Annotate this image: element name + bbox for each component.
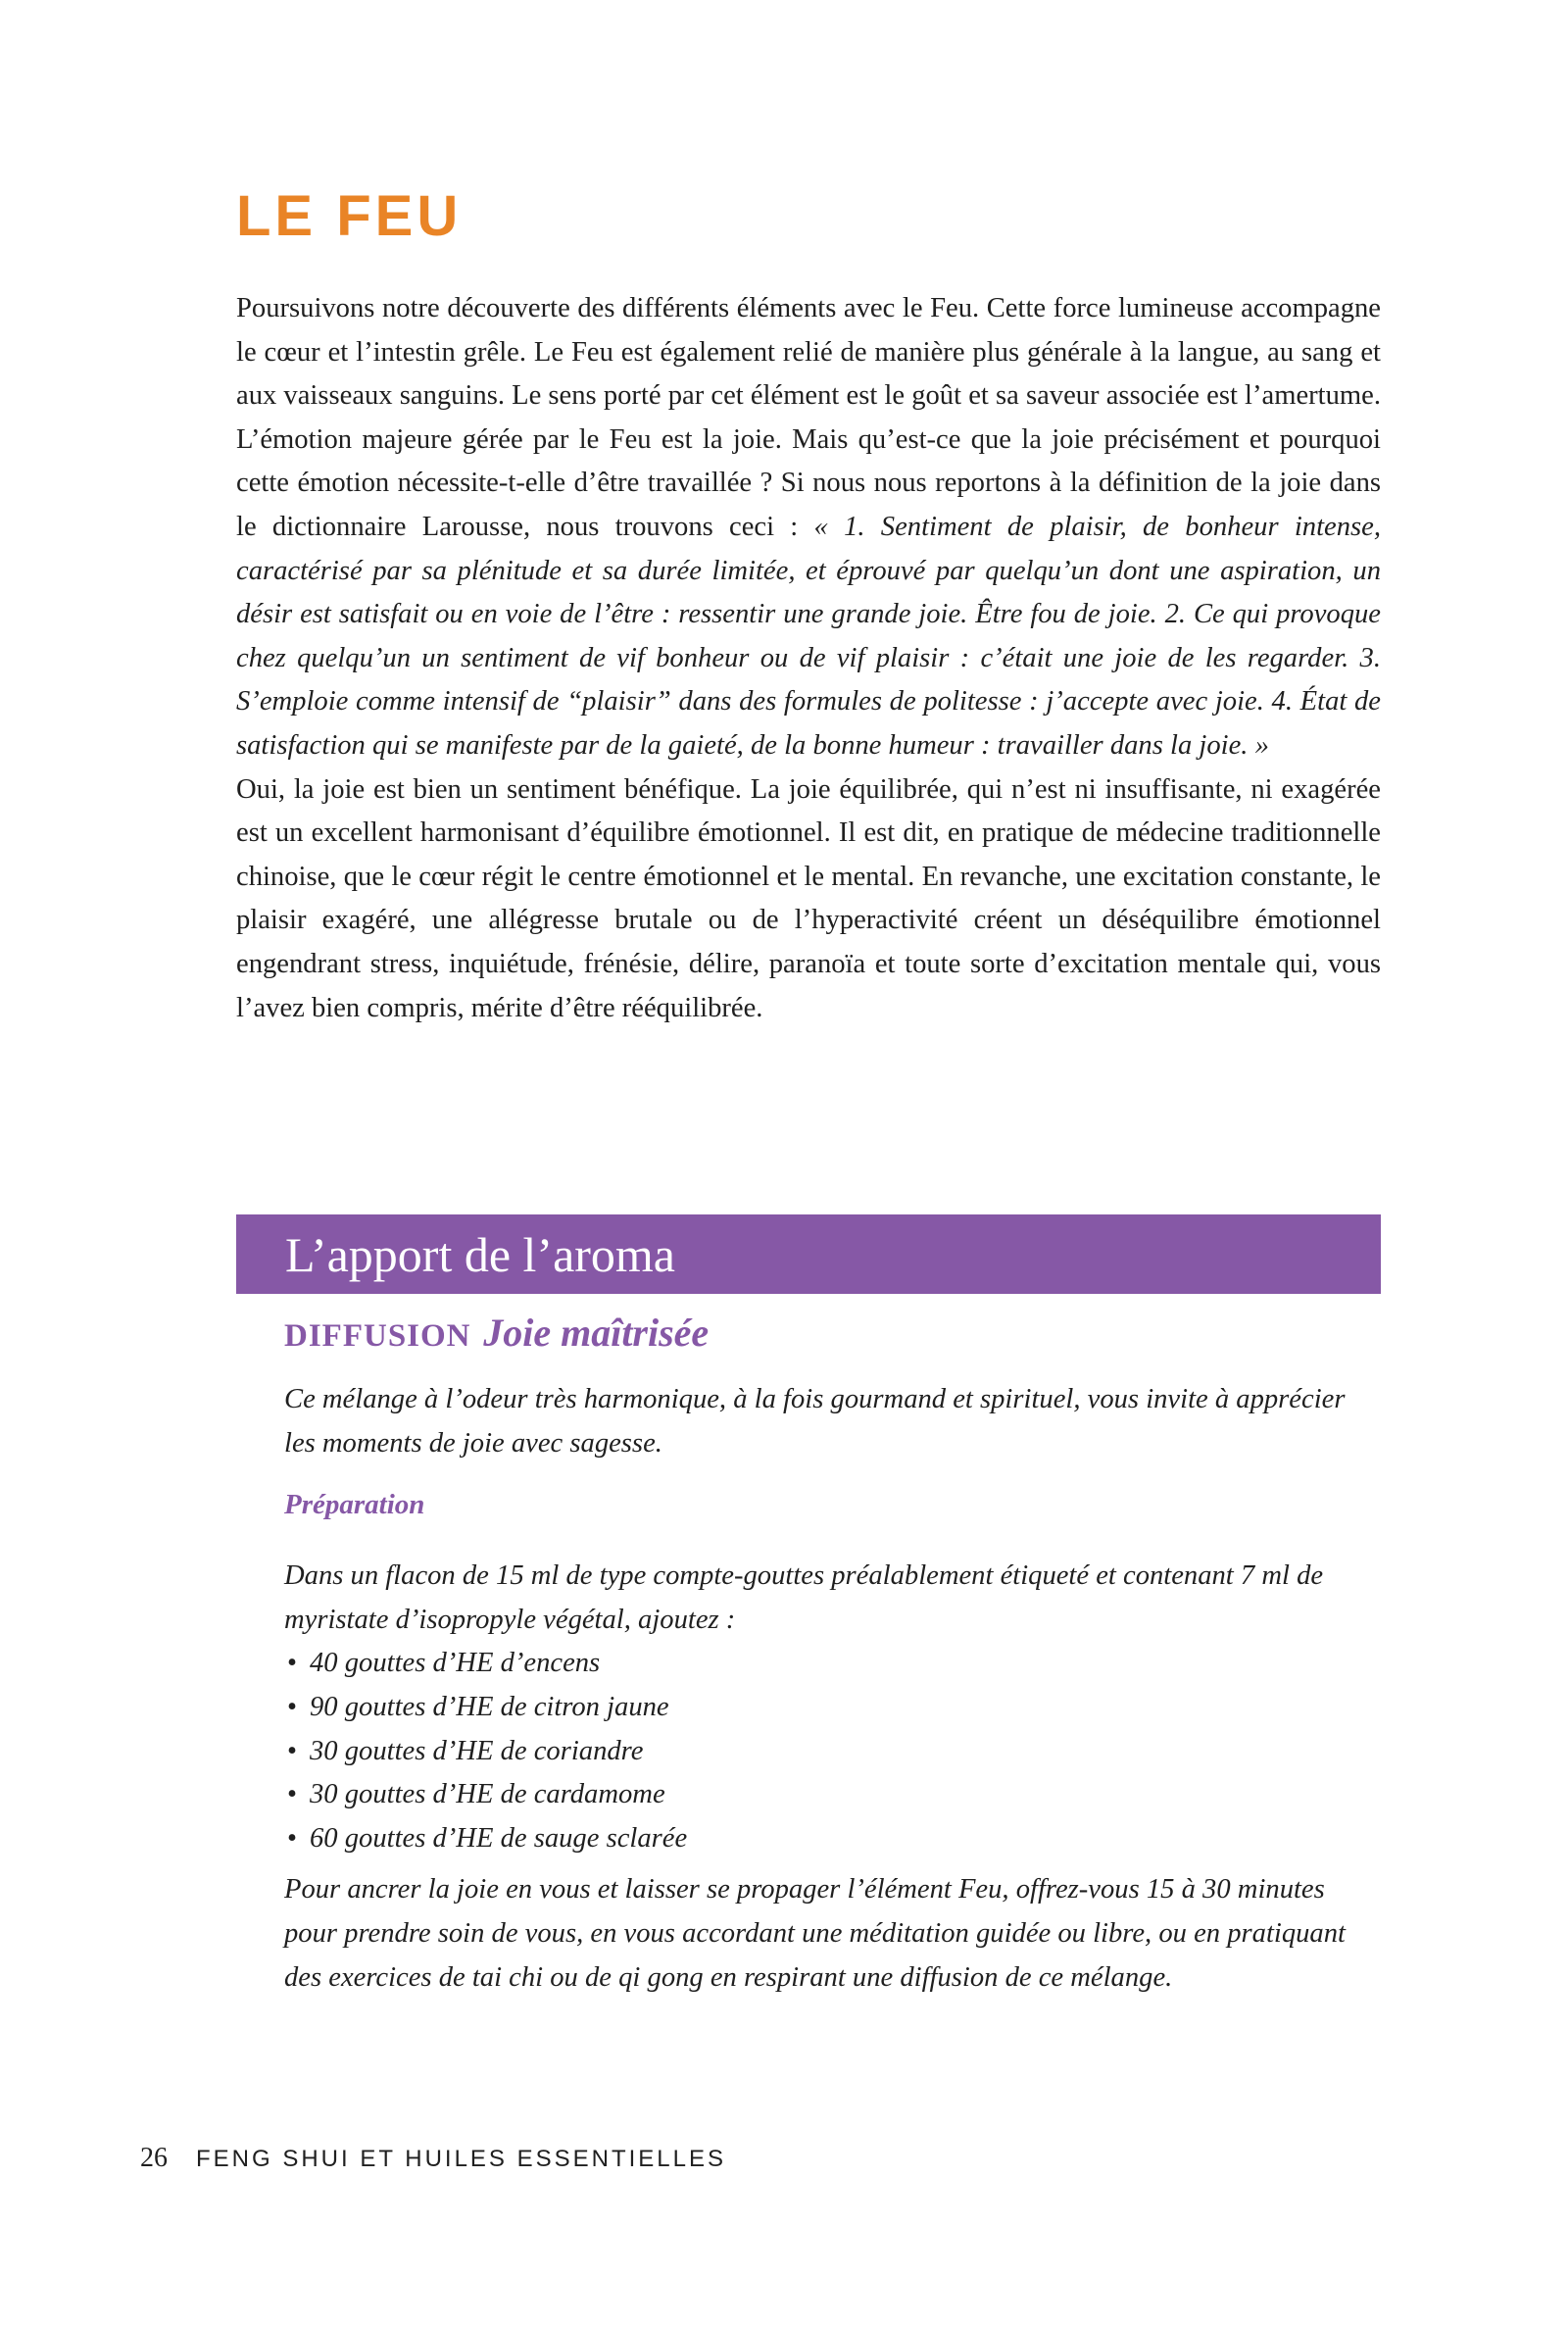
list-item [284,1817,1362,1861]
intro-text [236,287,1381,1030]
bullet-icon: • [287,1779,298,1810]
list-item [284,1642,1362,1686]
ingredient-list [284,1642,1362,1860]
page-footer [140,2145,726,2172]
section-heading: L’apport de l’aroma [285,1227,675,1282]
intro-paragraph-2: Oui, la joie est bien un sentiment bénéfique. La joie équilibrée, qui n’est ni insuffisante, ni exagérée est un excellent harmonisant d’équilibre émotionnel. Il est dit, en pratique de médecine traditionnelle chinoise, que le cœur régit le centre émotionnel et le mental. En revanche, une excitation constante, le plaisir exagéré, une allégresse brutale ou de l’hyperactivité créent un déséquilibre émotionnel engendrant stress, inquiétude, frénésie, délire, paranoïa et toute sorte d’excitation mentale qui, vous l’avez bien compris, mérite d’être rééquilibrée. [236,773,1381,1023]
page-number: 26 [140,2143,168,2173]
list-item [284,1686,1362,1730]
closing-paragraph: Pour ancrer la joie en vous et laisser se propager l’élément Feu, offrez-vous 15 à 30 minutes pour prendre soin de vous, en vous accordant une méditation guidée ou libre, ou en pratiquant des exercices de tai chi ou de qi gong en respirant une diffusion de ce mélange. [284,1874,1346,1993]
running-title: FENG SHUI ET HUILES ESSENTIELLES [196,2146,727,2172]
intro-paragraph-1-text: Poursuivons notre découverte des différents éléments avec le Feu. Cette force lumineuse accompagne le cœur et l’intestin grêle. Le Feu est également relié de manière plus générale à la langue, au sang et aux vaisseaux sanguins. Le sens porté par cet élément est le goût et sa saveur associée est l’amertume. L’émotion majeure gérée par le Feu est la joie. Mais qu’est-ce que la joie précisément et pourquoi cette émotion nécessite-t-elle d’être travaillée ? Si nous nous reportons à la définition de la joie dans le dictionnaire Larousse, nous trouvons ceci : [236,293,1381,542]
ingredient-text: 60 gouttes d’HE de sauge sclarée [310,1822,688,1854]
bullet-icon: • [287,1735,298,1766]
ingredient-text: 30 gouttes d’HE de cardamome [310,1779,665,1810]
recipe-description: Ce mélange à l’odeur très harmonique, à la fois gourmand et spirituel, vous invite à apprécier les moments de joie avec sagesse. [284,1384,1346,1459]
bullet-icon: • [287,1822,298,1854]
recipe-heading [284,1310,1362,1357]
list-item [284,1730,1362,1774]
preparation-label: Préparation [284,1489,425,1521]
preparation-intro: Dans un flacon de 15 ml de type compte-gouttes préalablement étiqueté et contenant 7 ml de myristate d’isopropyle végétal, ajoutez : [284,1560,1324,1635]
section-banner [236,1214,1381,1294]
intro-paragraph-1 [236,287,1381,768]
bullet-icon: • [287,1648,298,1679]
ingredient-text: 30 gouttes d’HE de coriandre [310,1735,644,1766]
recipe-name: Joie maîtrisée [483,1311,710,1355]
diffusion-label: DIFFUSION [284,1318,471,1354]
ingredient-text: 90 gouttes d’HE de citron jaune [310,1691,669,1722]
ingredient-text: 40 gouttes d’HE d’encens [310,1648,601,1679]
bullet-icon: • [287,1691,298,1722]
list-item [284,1773,1362,1817]
chapter-title: LE FEU [236,184,463,248]
aroma-recipe [284,1310,1362,2000]
larousse-quote: « 1. Sentiment de plaisir, de bonheur intense, caractérisé par sa plénitude et sa durée limitée, et éprouvé par quelqu’un dont une aspiration, un désir est satisfait ou en voie de l’être : ressentir une grande joie. Être fou de joie. 2. Ce qui provoque chez quelqu’un un sentiment de vif bonheur ou de vif plaisir : c’était une joie de les regarder. 3. S’emploie comme intensif de “plaisir” dans des formules de politesse : j’accepte avec joie. 4. État de satisfaction qui se manifeste par de la gaieté, de la bonne humeur : travailler dans la joie. » [236,511,1381,761]
